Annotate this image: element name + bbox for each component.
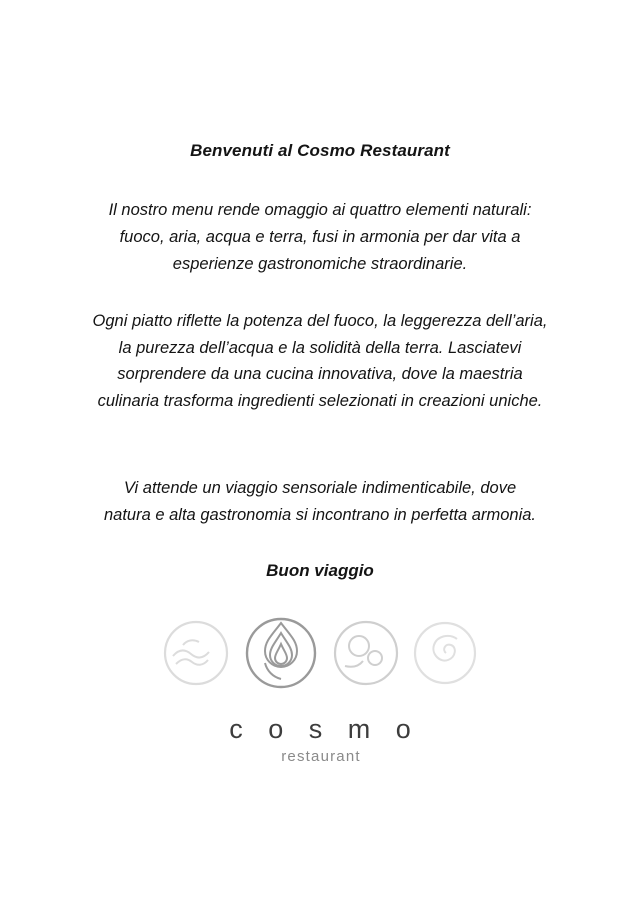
intro-paragraph-3: Vi attende un viaggio sensoriale indimenticabile, dove natura e alta gastronomia si incontrano in perfetta armonia.	[104, 479, 536, 525]
water-element-emblem	[159, 616, 233, 695]
air-element-emblem	[409, 617, 481, 694]
fire-element-emblem	[239, 611, 323, 700]
earth-element-emblem	[329, 616, 403, 695]
intro-paragraph-2: Ogni piatto riflette la potenza del fuoco, la leggerezza dell’aria, la purezza dell’acqua e la solidità della terra. Lasciatevi sorprendere da una cucina innovativa, dove la maestria culinaria trasforma ingredienti selezionati in creazioni uniche.	[92, 311, 548, 411]
welcome-heading: Benvenuti al Cosmo Restaurant	[190, 141, 450, 160]
intro-paragraph-1: Il nostro menu rende omaggio ai quattro elementi naturali: fuoco, aria, acqua e terra, fusi in armonia per dar vita a esperienze gastronomiche straordinarie.	[108, 200, 532, 273]
logo-wordmark: c o s m o	[229, 713, 420, 744]
intro-text-block	[0, 140, 640, 764]
element-emblem-row	[0, 611, 640, 700]
brand-logo	[0, 713, 640, 765]
signoff-text: Buon viaggio	[266, 560, 374, 580]
logo-subtitle: restaurant	[281, 747, 361, 765]
